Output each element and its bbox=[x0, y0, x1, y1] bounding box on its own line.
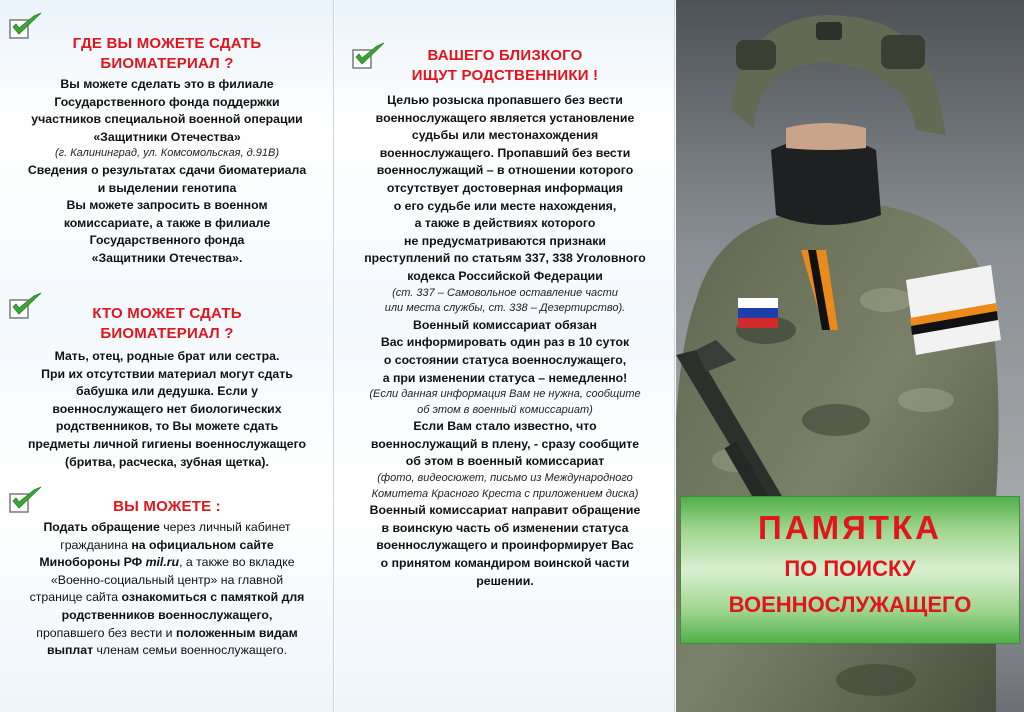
text-line: Военный комиссариат обязан bbox=[413, 317, 597, 332]
title-banner bbox=[680, 496, 1020, 644]
text-normal: , а также во вкладке bbox=[179, 555, 295, 570]
text-line: не предусматриваются признаки bbox=[404, 233, 606, 248]
text-line: Государственного фонда bbox=[89, 233, 245, 248]
text-line: Вы можете запросить в военном bbox=[66, 198, 268, 213]
panel-middle bbox=[335, 0, 675, 712]
text-line: о состоянии статуса военнослужащего, bbox=[383, 352, 627, 367]
text-bold: выплат bbox=[46, 643, 94, 658]
text-line: «Защитники Отечества». bbox=[91, 250, 243, 265]
text-line: Если Вам стало известно, что bbox=[413, 419, 597, 434]
text-line: предметы личной гигиены военнослужащего bbox=[27, 436, 307, 451]
text-line: Военный комиссариат направит обращение bbox=[369, 503, 641, 518]
text-line: об этом в военный комиссариат bbox=[405, 454, 605, 469]
text-line bbox=[6, 589, 328, 607]
heading-who: КТО МОЖЕТ СДАТЬ bbox=[92, 305, 242, 322]
text-line bbox=[6, 642, 328, 660]
text-line: Сведения о результатах сдачи биоматериала bbox=[27, 162, 307, 177]
text-line: в воинскую часть об изменении статуса bbox=[381, 520, 629, 535]
italic-note: или места службы, ст. 338 – Дезертирство). bbox=[384, 302, 626, 315]
text-normal: пропавшего без вести bbox=[36, 625, 163, 640]
text-line: участников специальной военной операции bbox=[31, 112, 303, 127]
text-line: родственников военнослужащего, bbox=[61, 607, 273, 622]
text-line bbox=[6, 554, 328, 572]
address: (г. Калининград, ул. Комсомольская, д.91В) bbox=[55, 147, 279, 160]
heading-searching: ВАШЕГО БЛИЗКОГО bbox=[427, 47, 583, 64]
text-normal: членам семьи военнослужащего. bbox=[93, 643, 288, 658]
text-line: комиссариате, а также в филиале bbox=[63, 215, 271, 230]
text-line: военнослужащий в плену, - сразу сообщите bbox=[370, 436, 640, 451]
text-line: военнослужащего нет биологических bbox=[52, 401, 282, 416]
text-bold: Подать обращение bbox=[43, 520, 160, 534]
text-bold: на официальном сайте bbox=[127, 537, 274, 552]
text-line: военнослужащего и проинформирует Вас bbox=[376, 538, 634, 553]
text-normal: гражданина bbox=[60, 537, 128, 552]
site-link: mil.ru bbox=[145, 555, 180, 570]
text-line: о его судьбе или месте нахождения, bbox=[393, 198, 617, 213]
text-line: Вас информировать один раз в 10 суток bbox=[380, 335, 630, 350]
text-normal: через личный кабинет bbox=[159, 520, 291, 534]
text-normal: и bbox=[162, 625, 176, 640]
panel-left bbox=[0, 0, 334, 712]
heading-searching-2: ИЩУТ РОДСТВЕННИКИ ! bbox=[411, 67, 599, 84]
text-line: судьбы или местонахождения bbox=[411, 128, 599, 143]
text-line: а при изменении статуса – немедленно! bbox=[382, 370, 628, 385]
section-searching bbox=[339, 46, 671, 590]
text-line: и выделении генотипа bbox=[97, 180, 237, 195]
text-line: Мать, отец, родные брат или сестра. bbox=[54, 349, 280, 363]
text-line: решении. bbox=[476, 573, 534, 588]
panel-cover bbox=[676, 0, 1024, 712]
banner-subtitle-1: ПО ПОИСКУ bbox=[784, 556, 916, 581]
section-you-can bbox=[6, 497, 328, 660]
italic-note: (Если данная информация Вам не нужна, сообщите bbox=[369, 388, 641, 401]
text-line: бабушка или дедушка. Если у bbox=[76, 384, 258, 399]
text-bold: Минобороны РФ bbox=[39, 555, 146, 570]
text-line: «Защитники Отечества» bbox=[93, 129, 241, 144]
section-where bbox=[6, 34, 328, 268]
text-line: Вы можете сделать это в филиале bbox=[60, 77, 274, 91]
heading-where-2: БИОМАТЕРИАЛ ? bbox=[100, 55, 234, 72]
text-line bbox=[6, 519, 328, 537]
text-line bbox=[6, 625, 328, 643]
text-line: Государственного фонда поддержки bbox=[54, 94, 280, 109]
text-line: а также в действиях которого bbox=[414, 216, 596, 231]
italic-note: (фото, видеосюжет, письмо из Международного bbox=[377, 472, 633, 485]
section-who bbox=[6, 304, 328, 471]
text-line: военнослужащего. Пропавший без вести bbox=[379, 145, 631, 160]
heading-who-2: БИОМАТЕРИАЛ ? bbox=[100, 325, 234, 342]
italic-note: об этом в военный комиссариат) bbox=[417, 403, 593, 416]
text-line: Целью розыска пропавшего без вести bbox=[387, 93, 623, 107]
text-bold: ознакомиться с памяткой для bbox=[121, 590, 305, 605]
text-line: кодекса Российской Федерации bbox=[407, 268, 603, 283]
heading-where: ГДЕ ВЫ МОЖЕТЕ СДАТЬ bbox=[72, 35, 262, 52]
text-line: (бритва, расческа, зубная щетка). bbox=[65, 454, 269, 469]
text-line bbox=[6, 537, 328, 555]
text-line: отсутствует достоверная информация bbox=[386, 180, 624, 195]
text-line: военнослужащий – в отношении которого bbox=[376, 163, 634, 178]
text-line: преступлений по статьям 337, 338 Уголовного bbox=[364, 251, 646, 266]
text-normal: странице сайта bbox=[29, 590, 122, 605]
text-bold: положенным видам bbox=[175, 625, 298, 640]
heading-you-can: ВЫ МОЖЕТЕ : bbox=[113, 498, 221, 515]
banner-title: ПАМЯТКА bbox=[758, 509, 942, 546]
banner-subtitle-2: ВОЕННОСЛУЖАЩЕГО bbox=[728, 592, 972, 617]
text-line: «Военно-социальный центр» на главной bbox=[50, 572, 284, 587]
text-line: военнослужащего является установление bbox=[375, 110, 635, 125]
text-line: родственников, то Вы можете сдать bbox=[55, 419, 279, 434]
italic-note: (ст. 337 – Самовольное оставление части bbox=[392, 286, 618, 299]
italic-note: Комитета Красного Креста с приложением диска) bbox=[371, 487, 639, 500]
text-line: При их отсутствии материал могут сдать bbox=[41, 366, 293, 381]
text-line: о принятом командиром воинской части bbox=[380, 556, 630, 571]
